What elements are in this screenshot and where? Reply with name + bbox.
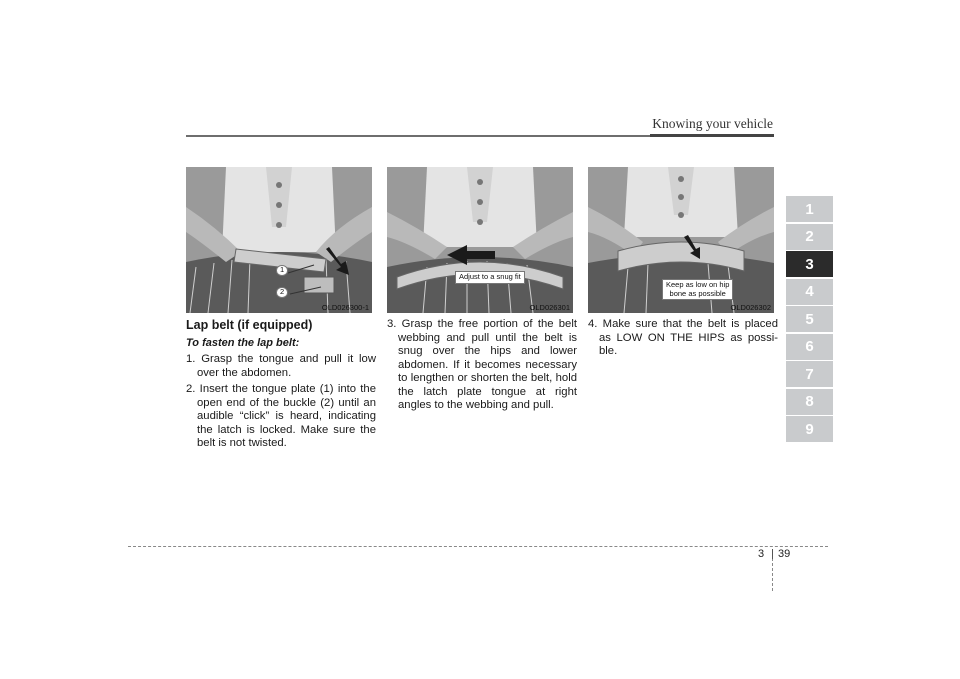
figure-lap-belt-insert	[186, 167, 372, 313]
callout-buckle: 2	[276, 287, 288, 298]
footer-rule	[128, 546, 828, 547]
step-1: 1. Grasp the tongue and pull it low over the abdomen.	[186, 353, 376, 379]
figure-code: OLD026301	[529, 303, 570, 312]
running-header-title: Knowing your vehicle	[652, 116, 773, 131]
chapter-tab-3[interactable]: 3	[786, 251, 833, 277]
chapter-tab-9[interactable]: 9	[786, 416, 833, 442]
footer-page-number: 39	[778, 548, 791, 560]
figure-label-snug-fit: Adjust to a snug fit	[455, 271, 525, 284]
figure-code: OLD026300-1	[321, 303, 369, 312]
chapter-tab-7[interactable]: 7	[786, 361, 833, 387]
chapter-tab-6[interactable]: 6	[786, 334, 833, 360]
header-rule-accent	[650, 134, 774, 137]
figure-code: OLD026302	[730, 303, 771, 312]
text-column-3	[588, 318, 778, 362]
section-subheading: To fasten the lap belt:	[186, 337, 300, 349]
step-3: 3. Grasp the free portion of the belt webbing and pull until the belt is snug over the hips and lower abdomen. If it becomes necessary to lengthen or shorten the belt, hold the latch plate tongue at right angles to the webbing and pull.	[387, 318, 577, 412]
chapter-tab-5[interactable]: 5	[786, 306, 833, 332]
text-column-1	[186, 318, 376, 454]
callout-tongue-plate: 1	[276, 265, 288, 276]
chapter-index	[786, 196, 833, 444]
chapter-tab-8[interactable]: 8	[786, 389, 833, 415]
step-4: 4. Make sure that the belt is placed as LOW ON THE HIPS as possi-ble.	[588, 318, 778, 358]
chapter-tab-4[interactable]: 4	[786, 279, 833, 305]
step-2: 2. Insert the tongue plate (1) into the open end of the buckle (2) until an audible “click” is heard, indicating the latch is locked. Make sure the belt is not twisted.	[186, 383, 376, 450]
figure-lap-belt-low-hips	[588, 167, 774, 313]
photo-illustration	[387, 167, 573, 313]
figure-lap-belt-adjust	[387, 167, 573, 313]
text-column-2	[387, 318, 577, 416]
chapter-tab-2[interactable]: 2	[786, 224, 833, 250]
label-line-1: Keep as low on hip	[666, 280, 730, 289]
footer-chapter-number: 3	[758, 548, 765, 560]
label-line-2: bone as possible	[669, 288, 726, 298]
footer-separator	[772, 549, 773, 559]
section-heading: Lap belt (if equipped)	[186, 318, 313, 332]
chapter-tab-1[interactable]: 1	[786, 196, 833, 222]
figure-label-low-hips	[662, 279, 733, 300]
